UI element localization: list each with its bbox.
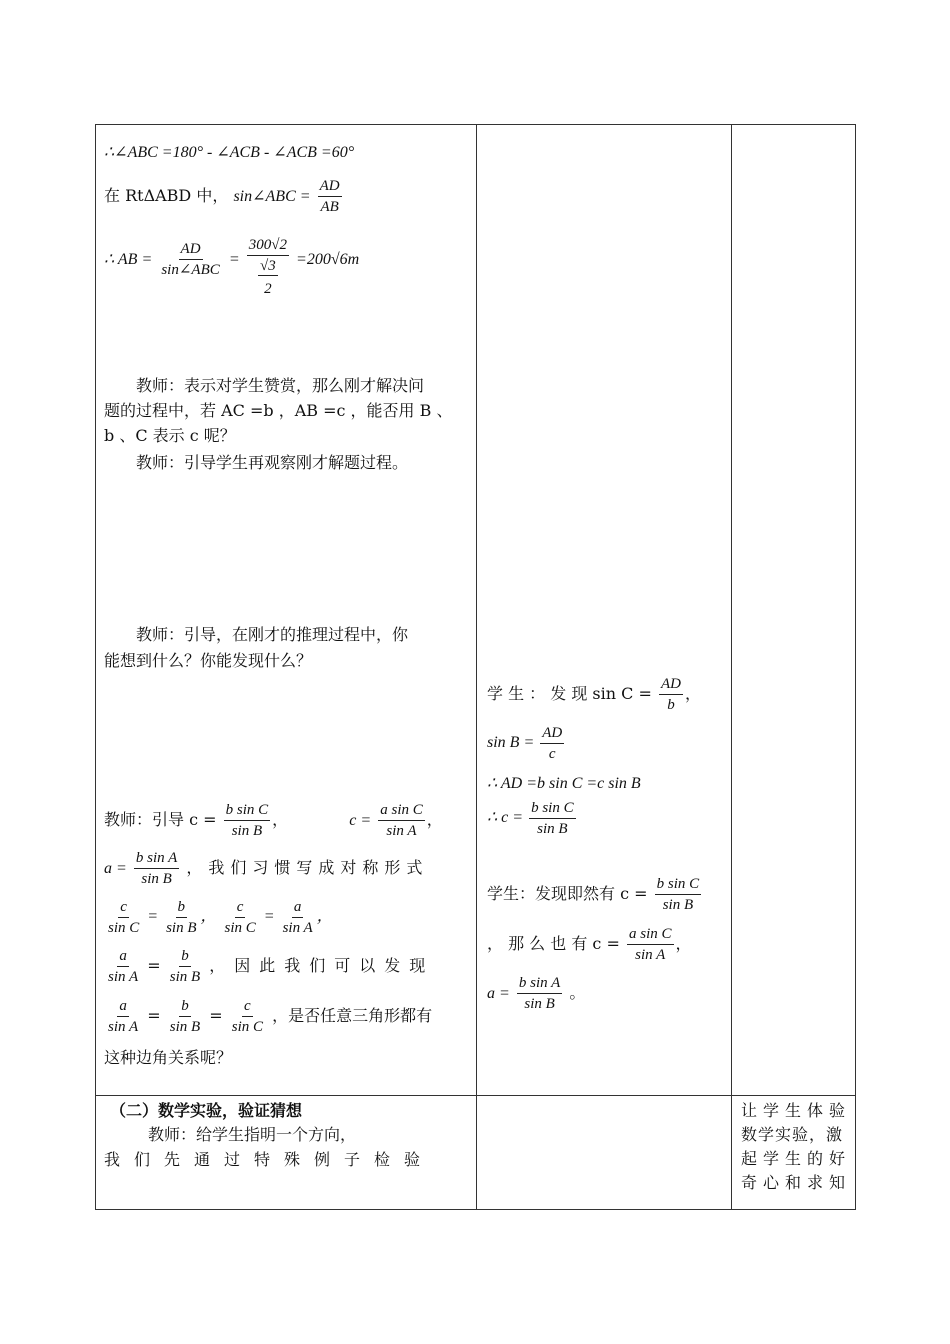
fraction: $\frac{\text{a sin C}}{\text{sin A}}$ <box>380 802 423 839</box>
fraction: $\frac{a}{\text{sin A}}$ <box>108 948 139 985</box>
fraction: $\frac{c}{\text{sin C}}$ <box>108 899 140 936</box>
equation-a-b-ratio: $\frac{a}{\text{sin A}}$ = $\frac{b}{\text{sin B}}$ ，因此我们可以发现 <box>108 948 435 985</box>
equation-symmetric-pairs: $\frac{c}{\text{sin C}}$ = $\frac{b}{\text{sin B}}$ ， $\frac{c}{\text{sin C}}$ = $\frac{a}{\text{sin A}}$ ， <box>108 899 333 936</box>
paragraph-line: 题的过程中，若 AC =b ，AB =c ，能否用 B 、 <box>104 401 453 420</box>
section-heading: （二）数学实验，验证猜想 <box>110 1101 303 1120</box>
paragraph-line: 能想到什么？你能发现什么？ <box>104 651 313 670</box>
equation-prefix: 在 RtΔABD 中， <box>104 186 229 205</box>
paragraph-line: 教师：表示对学生赞赏，那么刚才解决问 <box>136 376 425 395</box>
fraction: $\frac{a}{\text{sin A}}$ <box>108 998 139 1035</box>
fraction: $\frac{AD}{c}$ <box>542 725 563 762</box>
student-observation: 学 生 ： 发 现 sin C = $\frac{AD}{b}$ ， <box>487 676 701 713</box>
note-line: 起学生的好 <box>741 1149 852 1168</box>
equation-result: =200√6m <box>296 251 360 268</box>
equation-a: a = $\frac{\text{b sin A}}{\text{sin B}}$ 。 <box>487 975 586 1012</box>
fraction: $\frac{b}{\text{sin B}}$ <box>169 948 201 985</box>
equation-lhs: ∴ AB = <box>104 251 153 268</box>
paragraph-line: 我们先通过特殊例子检验 <box>104 1150 435 1169</box>
student-discovery: 学生：发现即然有 c = $\frac{\text{b sin C}}{\text{sin B}}$ <box>487 876 700 913</box>
student-discovery-cont: ， 那 么 也 有 c = $\frac{\text{a sin C}}{\text{sin A}}$ ， <box>487 926 692 963</box>
paragraph-line: 这种边角关系呢？ <box>104 1048 233 1067</box>
teacher-activity-cell <box>96 125 477 1096</box>
equation-law-of-sines: $\frac{a}{\text{sin A}}$ = $\frac{b}{\text{sin B}}$ = $\frac{c}{\text{sin C}}$ ，是否任意三角形都有 <box>108 998 433 1035</box>
compound-fraction: 300√2 √3 2 <box>248 237 287 297</box>
fraction: $\frac{\text{b sin A}}{\text{sin B}}$ <box>135 850 178 887</box>
fraction: $\frac{\text{b sin C}}{\text{sin B}}$ <box>531 800 574 837</box>
fraction: $\frac{c}{\text{sin C}}$ <box>224 899 256 936</box>
fraction: $\frac{\text{b sin C}}{\text{sin B}}$ <box>225 802 269 839</box>
note-line: 奇心和求知 <box>741 1173 852 1192</box>
fraction: $\frac{\text{a sin C}}{\text{sin A}}$ <box>628 926 672 963</box>
fraction: $\frac{AD}{\text{sin∠ABC}}$ <box>161 241 220 278</box>
equation-c-forms: 教师：引导 c = $\frac{\text{b sin C}}{\text{sin B}}$ ， c = $\frac{\text{a sin C}}{\text{sin A}}$ ， <box>104 802 443 839</box>
experiment-student-cell <box>477 1096 732 1210</box>
equation-sin-b: sin B = $\frac{AD}{c}$ <box>487 725 563 762</box>
experiment-intent-cell <box>732 1096 856 1210</box>
equation-ab-value: ∴ AB = $\frac{AD}{\text{sin∠ABC}}$ = 300√2 √3 2 =200√6m <box>104 237 360 297</box>
note-line: 数学实验，激 <box>741 1125 844 1144</box>
student-activity-cell <box>477 125 732 1096</box>
fraction: $\frac{AD}{b}$ <box>660 676 681 713</box>
equation-ad: ∴ AD =b sin C =c sin B <box>487 775 641 792</box>
paragraph-line: 教师：引导，在刚才的推理过程中，你 <box>136 625 409 644</box>
fraction: $\frac{\text{b sin A}}{\text{sin B}}$ <box>518 975 561 1012</box>
equation-lhs: sin∠ABC = <box>233 188 311 205</box>
equation-c: ∴ c = $\frac{\text{b sin C}}{\text{sin B}}$ <box>487 800 574 837</box>
paragraph-line: b 、C 表示 c 呢？ <box>104 426 236 445</box>
fraction: $\frac{\text{b sin C}}{\text{sin B}}$ <box>656 876 700 913</box>
lesson-plan-table <box>95 124 856 1210</box>
fraction: $\frac{AD}{AB}$ <box>319 178 340 215</box>
fraction: $\frac{a}{\text{sin A}}$ <box>282 899 313 936</box>
fraction: $\frac{b}{\text{sin B}}$ <box>169 998 201 1035</box>
equation-a-form: a = $\frac{\text{b sin A}}{\text{sin B}}$ ，我们习惯写成对称形式 <box>104 850 429 887</box>
design-intent-cell <box>732 125 856 1096</box>
equation-sin-abc <box>104 177 344 216</box>
note-line: 让学生体验 <box>741 1101 852 1120</box>
fraction: $\frac{c}{\text{sin C}}$ <box>231 998 263 1035</box>
fraction: $\frac{b}{\text{sin B}}$ <box>166 899 197 936</box>
paragraph-line: 教师：给学生指明一个方向， <box>148 1125 357 1144</box>
paragraph-line: 教师：引导学生再观察刚才解题过程。 <box>136 453 409 472</box>
experiment-section-cell <box>96 1096 477 1210</box>
equation-angle-abc: ∴∠ABC =180° - ∠ACB - ∠ACB =60° <box>104 144 355 161</box>
